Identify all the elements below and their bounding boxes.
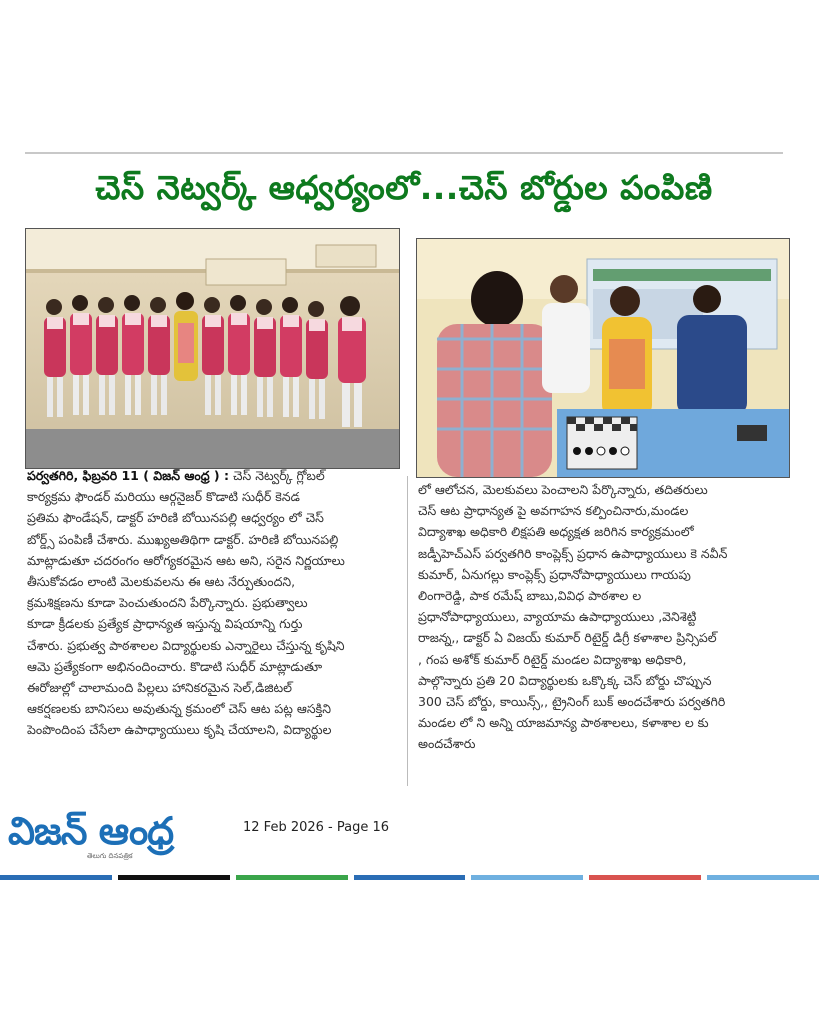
chess-photo-illustration [417, 239, 789, 477]
article-line: చేశారు. ప్రభుత్వ పాఠశాలల విద్యార్థులకు ఎన్నారైలు చేస్తున్న కృషిని [27, 637, 345, 653]
chess-photo [416, 238, 790, 478]
article-line: విద్యాశాఖ అధికారి లిక్షపతి అధ్యక్షత జరిగిన కార్యక్రమంలో [418, 524, 694, 540]
article-line: చెస్ ఆట ప్రాధాన్యత పై అవగాహన కల్పించినారు,మండల [418, 503, 689, 519]
group-photo-illustration [26, 229, 399, 468]
footer-color-segment [0, 875, 112, 880]
article-line: కూడా క్రీడలకు ప్రత్యేక ప్రాధాన్యత ఇస్తున్న విషయాన్ని గుర్తు [27, 616, 303, 632]
footer-color-segment [589, 875, 701, 880]
group-photo [25, 228, 400, 469]
footer-color-segment [471, 875, 583, 880]
article-line: కుమార్, ఏనుగల్లు కాంప్లెక్స్ ప్రధానోపాధ్యాయులు గాయపు [418, 566, 691, 582]
article-line: బోర్డ్స్ పంపిణీ చేశారు. ముఖ్యఅతిథిగా డాక్టర్. హరిణి బోయినపల్లి [27, 531, 339, 547]
newspaper-logo: విజన్ ఆంధ్ర [8, 809, 174, 853]
chess-board [567, 417, 637, 469]
article-line: లింగారెడ్డి, పాక రమేష్ బాబు,వివిధ పాఠశాల ల [418, 588, 642, 604]
article-line [27, 465, 397, 486]
article-column-right [418, 479, 786, 799]
footer-color-segment [707, 875, 819, 880]
article-line: మాట్లాడుతూ చదరంగం ఆరోగ్యకరమైన ఆట అని, సరైన నిర్ణయాలు [27, 552, 345, 568]
footer-color-segment [354, 875, 466, 880]
article-dateline: పర్వతగిరి, ఫిబ్రవరి 11 ( విజన్ ఆంధ్ర ) : [27, 468, 229, 483]
article-line: ఆకర్షణలకు బానిసలు అవుతున్న క్రమంలో చెస్ ఆట పట్ల ఆసక్తిని [27, 701, 331, 717]
column-divider [407, 476, 408, 786]
headline: చెస్ నెట్వర్క్ ఆధ్వర్యంలో...చెస్ బోర్డుల పంపిణి [95, 168, 713, 207]
article-line: రాజన్న,, డాక్టర్ ఏ విజయ్ కుమార్ రిటైర్డ్ డిగ్రీ కళాశాల ప్రిన్సిపల్ [418, 630, 717, 646]
article-line: ప్రతిమ ఫౌండేషన్, డాక్టర్ హరిణి బోయినపల్లి ఆధ్వర్యం లో చెస్ [27, 510, 324, 526]
article-line: 300 చెస్ బోర్డు, కాయిన్స్,, ట్రైనింగ్ బుక్ అందచేశారు పర్వతగిరి [418, 694, 726, 710]
article-line-text: చెస్ నెట్వర్క్ గ్లోబల్ [232, 468, 325, 483]
date-page-label: 12 Feb 2026 - Page 16 [243, 820, 390, 835]
article-line: , గంప అశోక్ కుమార్ రిటైర్డ్ మండల విద్యాశాఖ అధికారి, [418, 651, 687, 667]
article-line: ప్రధానోపాధ్యాయులు, వ్యాయామ ఉపాధ్యాయులు ,వెనిశెట్టి [418, 609, 697, 625]
article-line: కార్యక్రమ ఫౌండర్ మరియు ఆర్గనైజర్ కొడాటి సుధీర్ కెనడ [27, 489, 300, 505]
article-line: ఈరోజుల్లో చాలామంది పిల్లలు హానికరమైన సెల్,డిజిటల్ [27, 680, 293, 696]
newspaper-tagline: తెలుగు దినపత్రిక [87, 852, 133, 860]
article-column-left [27, 465, 397, 785]
article-line: ఆమె ప్రత్యేకంగా అభినందించారు. కొడాటి సుధీర్ మాట్లాడుతూ [27, 658, 323, 674]
article-line: మండల లో ని అన్ని యాజమాన్య పాఠశాలలు, కళాశాల ల కు [418, 715, 709, 731]
article-line: అందచేశారు [418, 736, 476, 752]
article-line: లో ఆలోచన, మెలకువలు పెంచాలని పేర్కొన్నారు, తదితరులు [418, 482, 708, 497]
footer-color-bar [0, 875, 819, 880]
top-rule [25, 152, 783, 154]
footer-color-segment [236, 875, 348, 880]
article-line: పాల్గొన్నారు ప్రతి 20 విద్యార్థులకు ఒక్కొక్క చెస్ బోర్డు చొప్పున [418, 672, 712, 688]
footer-color-segment [118, 875, 230, 880]
article-line: పెంపొందింప చేసేలా ఉపాధ్యాయులు కృషి చేయాలని, విద్యార్థుల [27, 722, 332, 738]
article-line: జడ్పీహెచ్ఎస్ పర్వతగిరి కాంప్లెక్స్ ప్రధాన ఉపాధ్యాయులు కె నవీన్ [418, 545, 728, 561]
article-line: తీసుకోవడం లాంటి మెలకువలను ఈ ఆట నేర్పుతుందని, [27, 574, 296, 590]
article-line: క్రమశిక్షణను కూడా పెంచుతుందని పేర్కొన్నారు. ప్రభుత్వాలు [27, 595, 308, 611]
